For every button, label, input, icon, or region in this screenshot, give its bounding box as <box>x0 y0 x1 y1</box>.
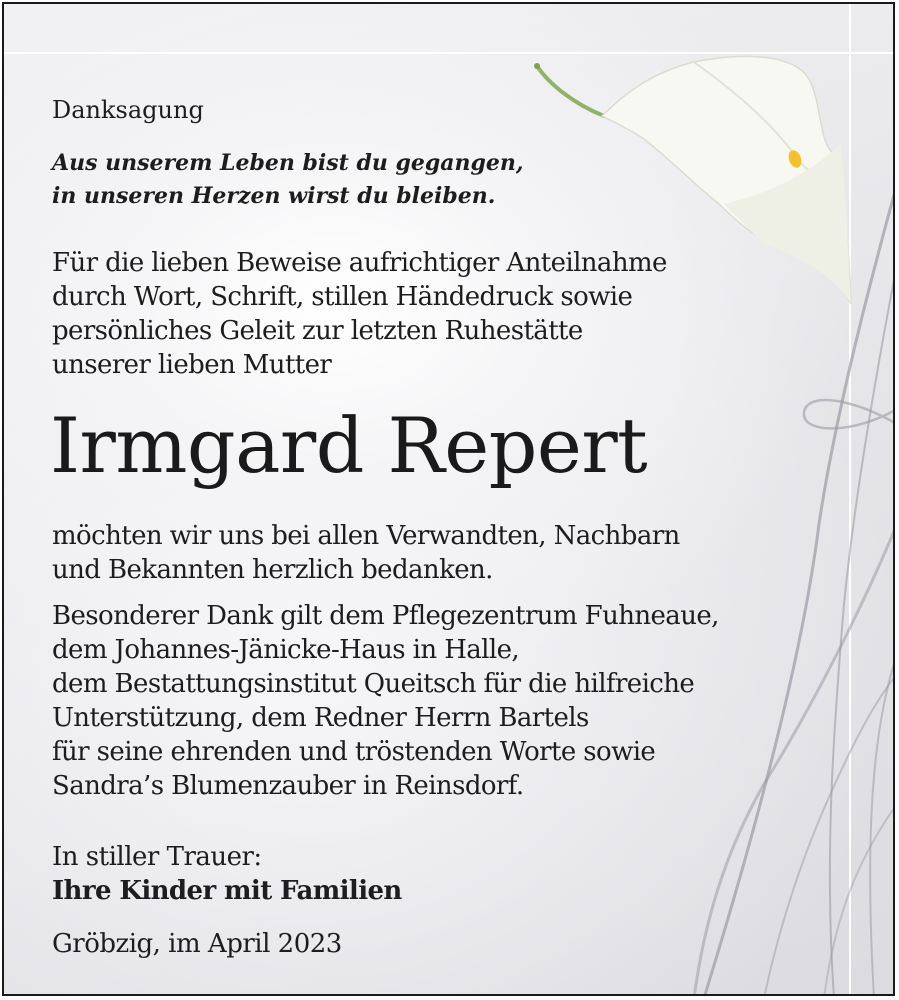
thanks-line: möchten wir uns bei allen Verwandten, Nachbarn <box>52 521 680 551</box>
intro-line: durch Wort, Schrift, stillen Händedruck sowie <box>52 282 633 312</box>
special-thanks-line: dem Bestattungsinstitut Queitsch für die hilfreiche <box>52 669 695 699</box>
memorial-motto <box>52 147 524 213</box>
thanks-line: und Bekannten herzlich bedanken. <box>52 555 493 585</box>
intro-line: Für die lieben Beweise aufrichtiger Anteilnahme <box>52 248 667 278</box>
intro-line: unserer lieben Mutter <box>52 350 332 380</box>
mourning-line: In stiller Trauer: <box>52 842 262 872</box>
family-signature: Ihre Kinder mit Familien <box>52 876 402 906</box>
place-date: Gröbzig, im April 2023 <box>52 929 342 959</box>
special-thanks-line: dem Johannes-Jänicke-Haus in Halle, <box>52 635 520 665</box>
special-thanks-line: Sandra’s Blumenzauber in Reinsdorf. <box>52 771 524 801</box>
motto-line: Aus unserem Leben bist du gegangen, <box>52 150 524 176</box>
grass-swirl-graphic <box>694 184 895 996</box>
thanks-paragraph <box>52 519 680 587</box>
motto-line: in unseren Herzen wirst du bleiben. <box>52 183 496 209</box>
special-thanks-line: für seine ehrenden und tröstenden Worte sowie <box>52 737 656 767</box>
special-thanks-line: Unterstützung, dem Redner Herrn Bartels <box>52 703 589 733</box>
special-thanks-line: Besonderer Dank gilt dem Pflegezentrum Fuhneaue, <box>52 601 719 631</box>
intro-paragraph <box>52 246 667 382</box>
deceased-name: Irmgard Repert <box>50 401 648 490</box>
special-thanks-paragraph <box>52 599 719 803</box>
closing-block <box>52 840 402 908</box>
heading-danksagung: Danksagung <box>52 96 204 124</box>
obituary-notice <box>2 2 895 996</box>
intro-line: persönliches Geleit zur letzten Ruhestätte <box>52 316 583 346</box>
